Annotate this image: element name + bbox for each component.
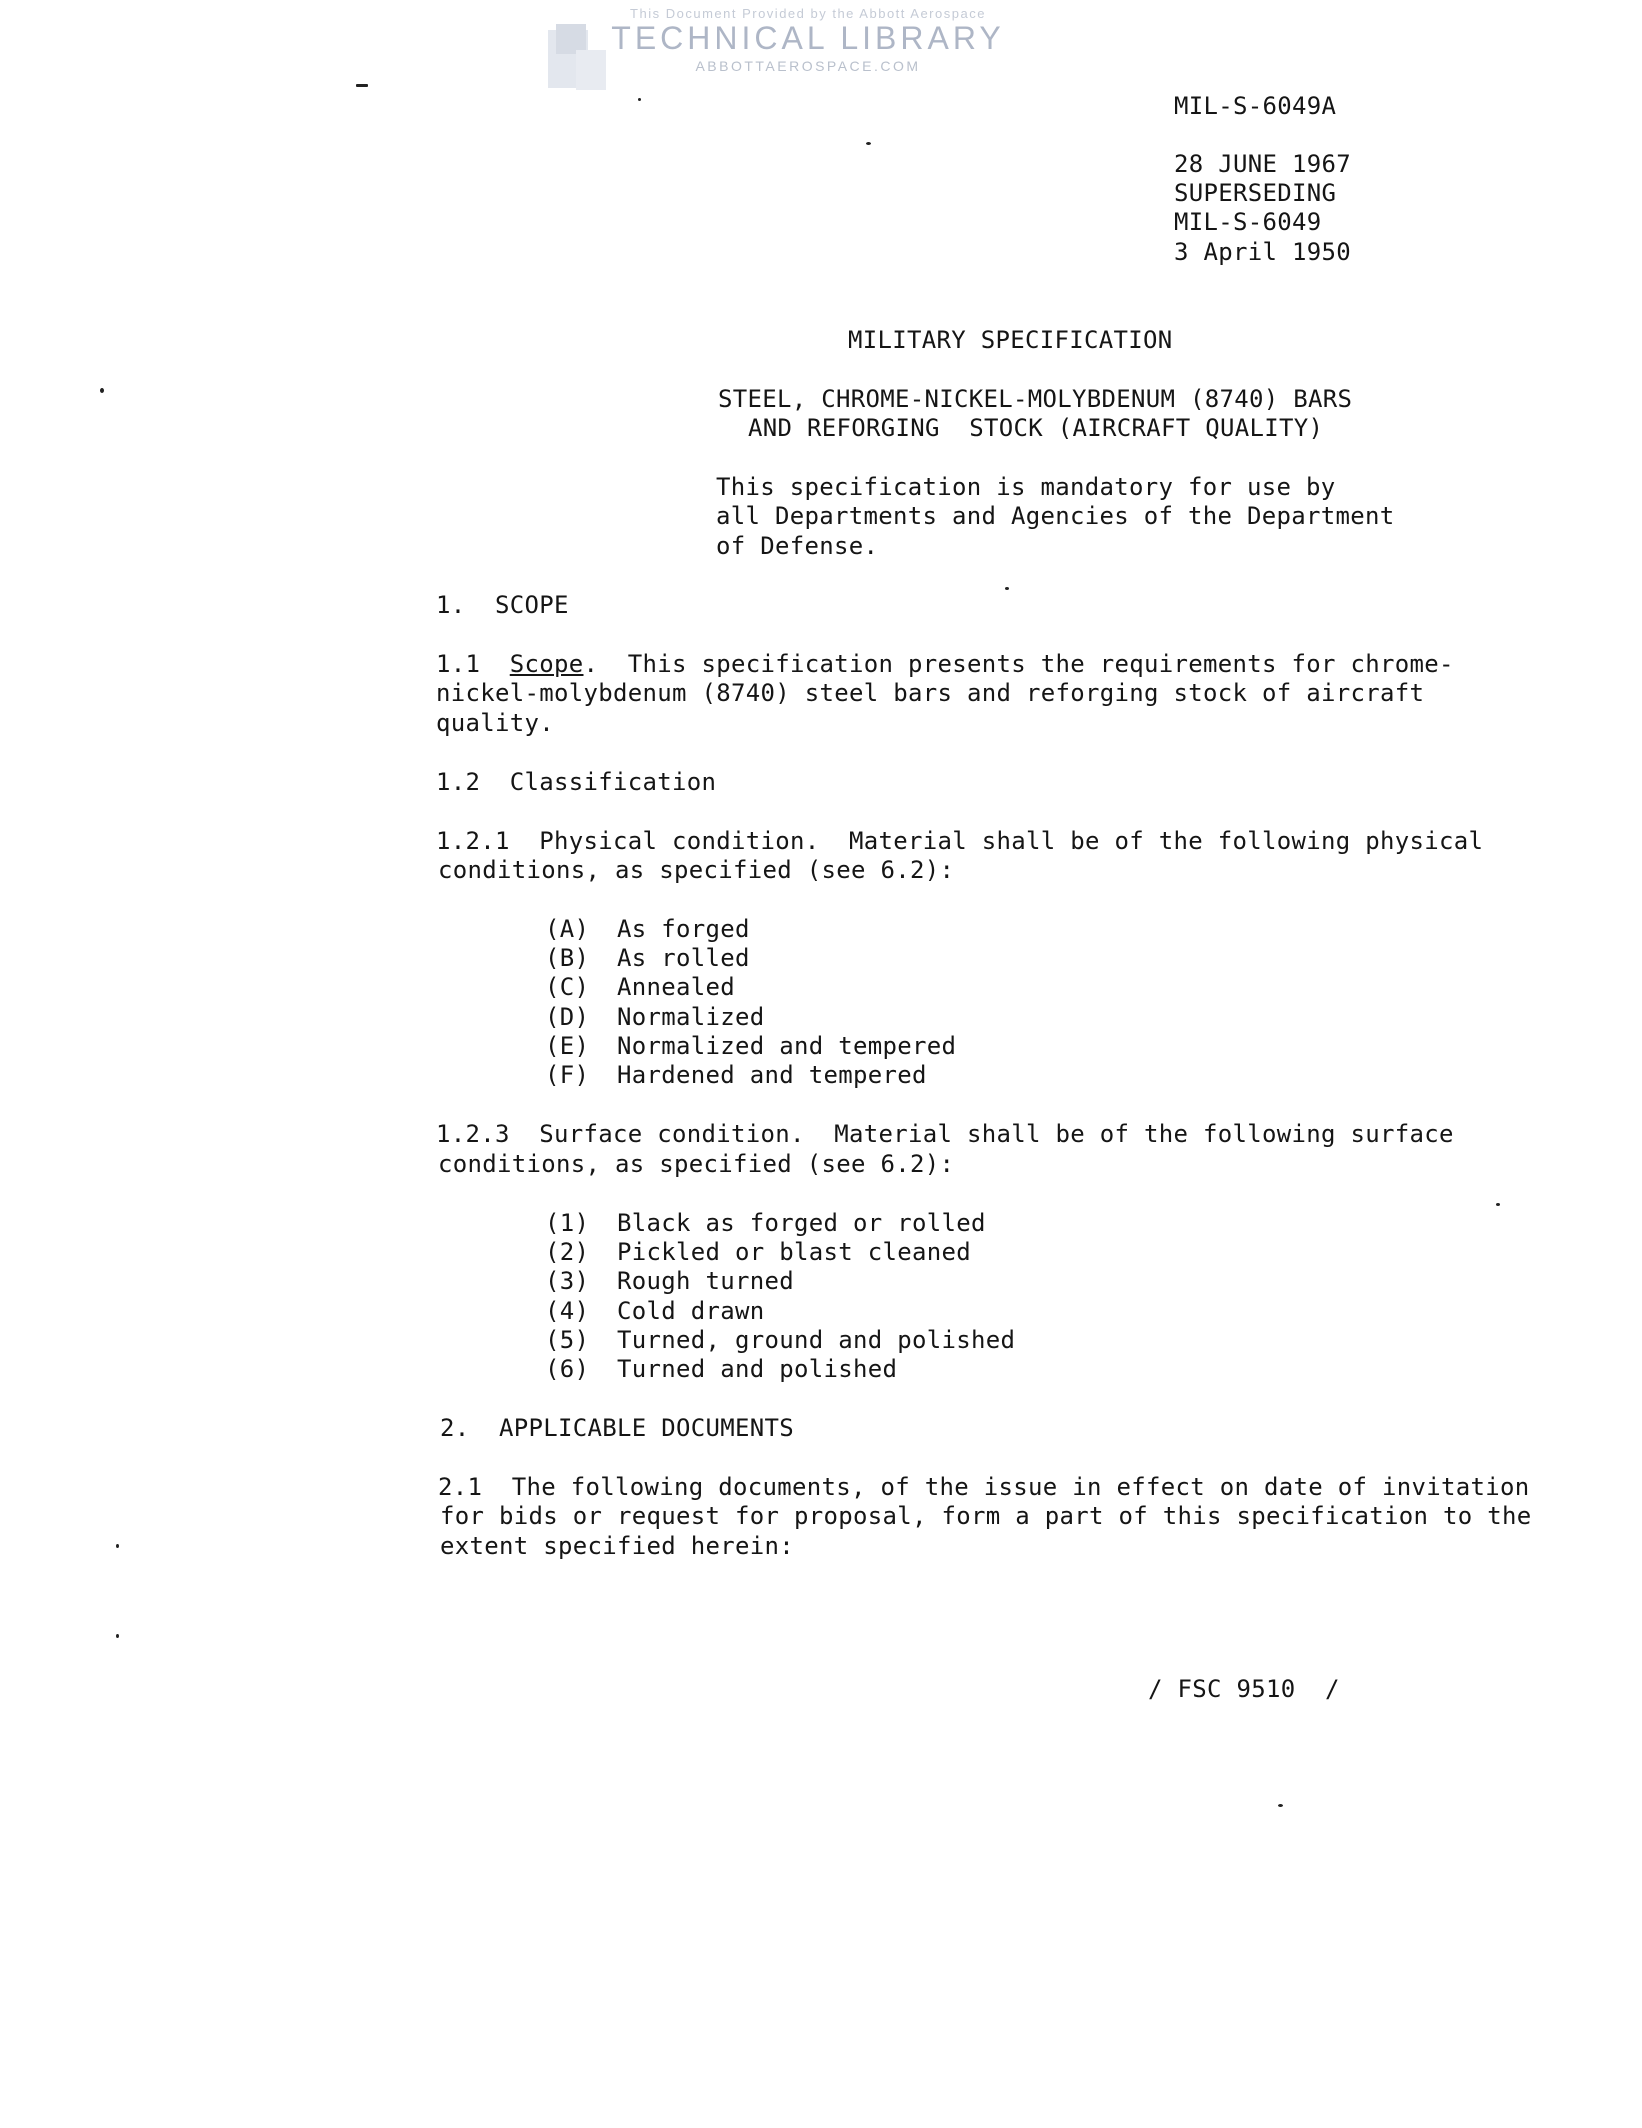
list-item: (D) Normalized	[545, 1003, 765, 1031]
paragraph-1-1-text: . This specification presents the requirements for chrome-	[583, 650, 1454, 678]
mandatory-statement-line-2: all Departments and Agencies of the Department	[716, 502, 1395, 530]
list-item: (5) Turned, ground and polished	[545, 1326, 1016, 1354]
list-item: (C) Annealed	[545, 973, 735, 1001]
watermark-technical-library: TECHNICAL LIBRARY	[611, 20, 1005, 56]
paragraph-1-1-line-3: quality.	[436, 709, 554, 737]
scan-speck	[866, 142, 871, 145]
section-1-heading: 1. SCOPE	[436, 591, 569, 619]
document-number: MIL-S-6049A	[1174, 92, 1337, 120]
scan-speck	[638, 98, 641, 101]
scan-speck	[116, 1544, 119, 1548]
specification-type: MILITARY SPECIFICATION	[848, 326, 1173, 354]
superseded-document-number: MIL-S-6049	[1174, 208, 1322, 236]
paragraph-1-2-heading: 1.2 Classification	[436, 768, 717, 796]
scan-speck	[100, 388, 104, 393]
list-item: (E) Normalized and tempered	[545, 1032, 957, 1060]
paragraph-title-scope: Scope	[509, 650, 584, 678]
paragraph-number: 1.1	[436, 650, 481, 678]
scan-speck	[1496, 1203, 1500, 1206]
paragraph-1-1-line-2: nickel-molybdenum (8740) steel bars and reforging stock of aircraft	[436, 679, 1425, 707]
paragraph-2-1-line-2: for bids or request for proposal, form a part of this specification to the	[440, 1502, 1532, 1530]
list-item: (B) As rolled	[545, 944, 750, 972]
fsc-code: / FSC 9510 /	[1148, 1675, 1340, 1703]
scan-speck	[116, 1634, 119, 1638]
section-2-heading: 2. APPLICABLE DOCUMENTS	[440, 1414, 794, 1442]
paragraph-2-1-line-3: extent specified herein:	[440, 1532, 794, 1560]
list-item: (4) Cold drawn	[545, 1297, 765, 1325]
paragraph-2-1-line-1: 2.1 The following documents, of the issue in effect on date of invitation	[438, 1473, 1530, 1501]
superseded-date: 3 April 1950	[1174, 238, 1351, 266]
paragraph-1-2-3-line-1: 1.2.3 Surface condition. Material shall be of the following surface	[436, 1120, 1454, 1148]
watermark-provided-by: This Document Provided by the Abbott Aerospace	[630, 6, 986, 21]
list-item: (A) As forged	[545, 915, 750, 943]
watermark-url: ABBOTTAEROSPACE.COM	[695, 58, 921, 74]
paragraph-1-1-line-1	[436, 649, 1454, 679]
list-item: (3) Rough turned	[545, 1267, 794, 1295]
list-item: (F) Hardened and tempered	[545, 1061, 927, 1089]
issue-date: 28 JUNE 1967	[1174, 150, 1351, 178]
scan-speck	[356, 84, 368, 87]
paragraph-1-2-1-line-1: 1.2.1 Physical condition. Material shall be of the following physical	[436, 827, 1484, 855]
scan-speck	[1278, 1804, 1283, 1807]
list-item: (6) Turned and polished	[545, 1355, 898, 1383]
mandatory-statement-line-3: of Defense.	[716, 532, 879, 560]
title-line-2: AND REFORGING STOCK (AIRCRAFT QUALITY)	[748, 414, 1324, 442]
title-line-1: STEEL, CHROME-NICKEL-MOLYBDENUM (8740) BARS	[718, 385, 1353, 413]
list-item: (2) Pickled or blast cleaned	[545, 1238, 971, 1266]
mandatory-statement-line-1: This specification is mandatory for use by	[716, 473, 1336, 501]
list-item: (1) Black as forged or rolled	[545, 1209, 986, 1237]
scan-speck	[1005, 587, 1009, 590]
superseding-label: SUPERSEDING	[1174, 179, 1337, 207]
paragraph-1-2-3-line-2: conditions, as specified (see 6.2):	[438, 1150, 955, 1178]
paragraph-1-2-1-line-2: conditions, as specified (see 6.2):	[438, 856, 955, 884]
